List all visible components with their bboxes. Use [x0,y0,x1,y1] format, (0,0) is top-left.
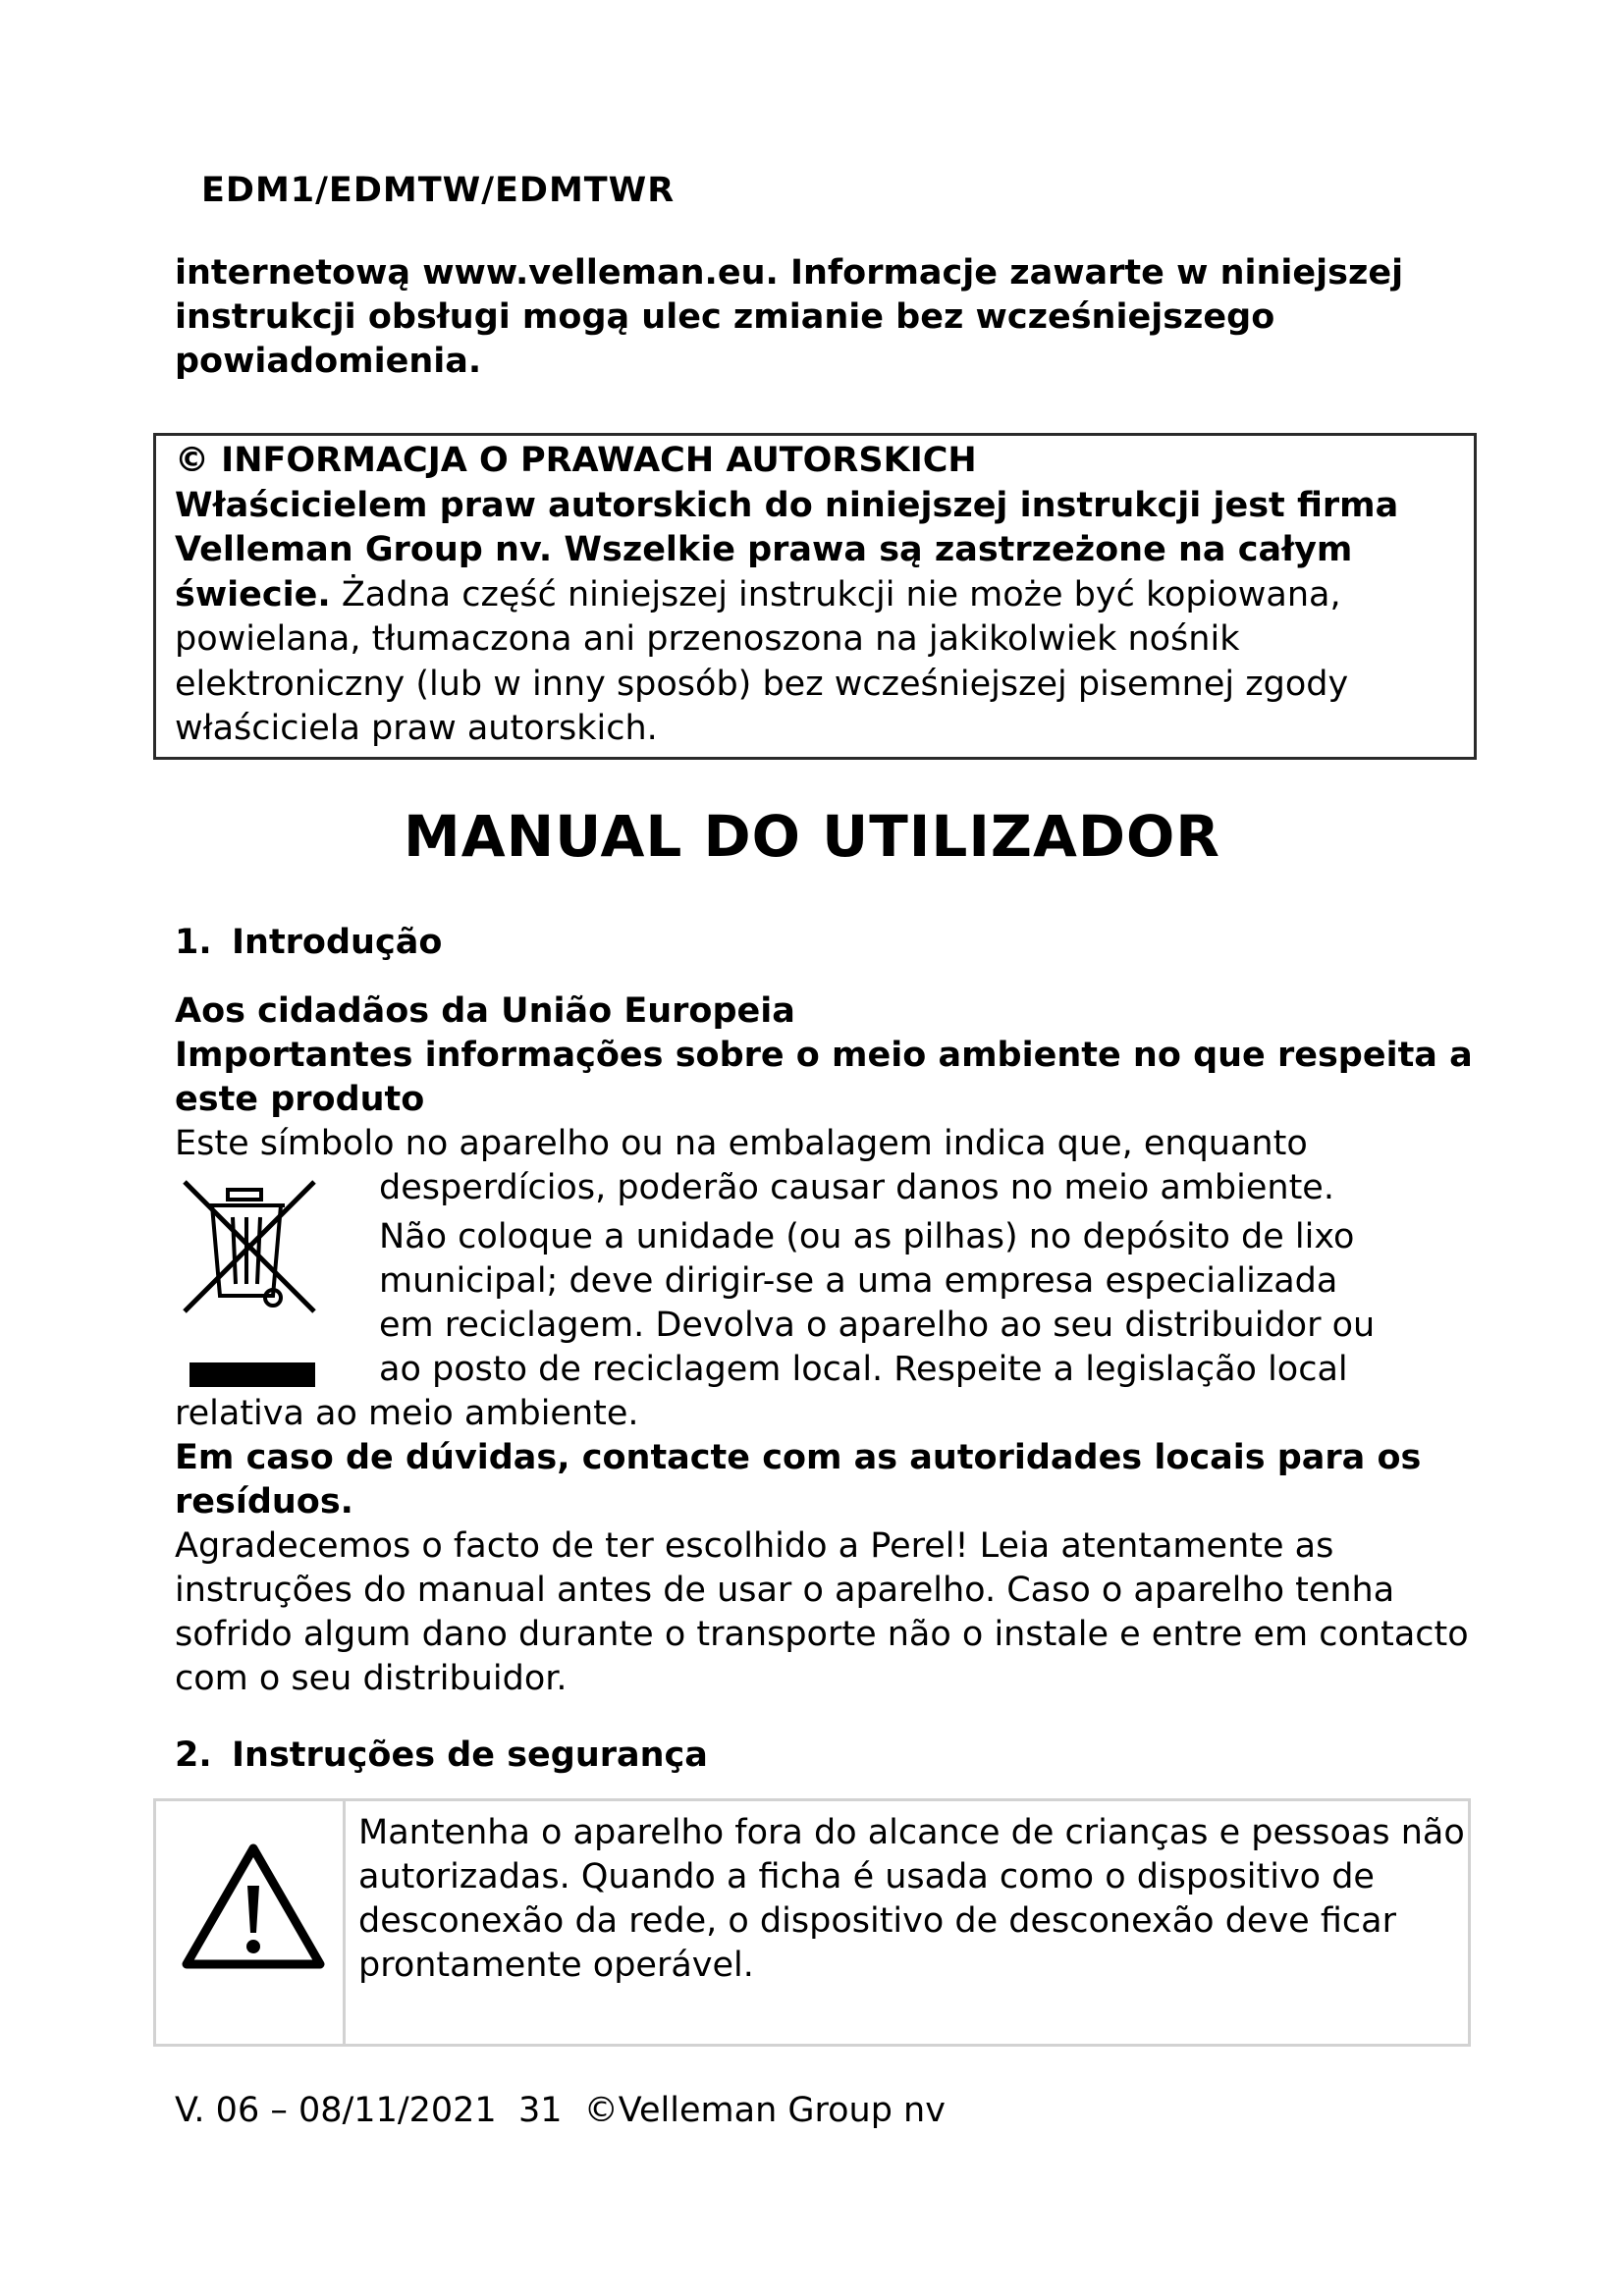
footer-company: ©Velleman Group nv [583,2091,946,2130]
env-line-3: Não coloque a unidade (ou as pilhas) no depósito de lixo [379,1217,1355,1256]
eu-heading-2: Importantes informações sobre o meio ambiente no que respeita a este produto [175,1036,1473,1119]
doubts-text: Em caso de dúvidas, contacte com as autoridades locais para os resíduos. [175,1438,1422,1522]
warning-triangle-icon [181,1841,326,1973]
safety-warning-text: Mantenha o aparelho fora do alcance de crianças e pessoas não autorizadas. Quando a ficha é usada como o dispositivo de desconexão da rede, o dispositivo de desconexão deve ficar prontamente operável. [358,1813,1465,1985]
env-line-2: desperdícios, poderão causar danos no meio ambiente. [379,1168,1334,1207]
env-line-4: municipal; deve dirigir-se a uma empresa especializada [379,1261,1338,1301]
env-line-1: Este símbolo no aparelho ou na embalagem indica que, enquanto [175,1124,1308,1163]
eu-heading [175,989,1481,1122]
section-2-title: Instruções de segurança [232,1735,708,1775]
copyright-text [175,439,1471,752]
weee-underline-bar [189,1362,315,1387]
polish-continuation-text: internetową www.velleman.eu. Informacje zawarte w niniejszej instrukcji obsługi mogą ulec zmianie bez wcześniejszego powiadomienia. [175,253,1404,381]
env-line-7: relativa ao meio ambiente. [175,1394,639,1433]
env-line-5: em reciclagem. Devolva o aparelho ao seu distribuidor ou [379,1306,1376,1345]
section-2-heading [175,1735,708,1775]
footer-version: V. 06 – 08/11/2021 [175,2091,497,2130]
model-header: EDM1/EDMTW/EDMTWR [201,171,676,210]
eu-heading-1: Aos cidadãos da União Europeia [175,991,795,1031]
footer-page-number: 31 [517,2091,563,2130]
crossed-out-bin-icon [179,1176,324,1318]
section-1-title: Introdução [232,923,443,962]
manual-title: MANUAL DO UTILIZADOR [404,803,1220,870]
thanks-text: Agradecemos o facto de ter escolhido a Perel! Leia atentamente as instruções do manual antes de usar o aparelho. Caso o aparelho tenha sofrido algum dano durante o transporte não o instale e entre em contacto com o seu distribuidor. [175,1526,1469,1698]
copyright-heading: © INFORMACJA O PRAWACH AUTORSKICH [175,441,977,480]
env-line-6: ao posto de reciclagem local. Respeite a legislação local [379,1350,1348,1389]
section-2-number: 2. [175,1735,212,1775]
copyright-normal-text: Żadna część niniejszej instrukcji nie może być kopiowana, powielana, tłumaczona ani przenoszona na jakikolwiek nośnik elektroniczny (lub w inny sposób) bez wcześniejszej pisemnej zgody właściciela praw autorskich. [175,574,1349,748]
section-1-number: 1. [175,923,212,962]
safety-table-divider [343,1798,346,2047]
page-footer [175,2091,946,2130]
copyright-bold-text: Właścicielem praw autorskich do niniejszej instrukcji jest firma Velleman Group nv. Wszelkie prawa są zastrzeżone na całym świecie. [175,485,1399,614]
section-1-heading [175,923,442,962]
